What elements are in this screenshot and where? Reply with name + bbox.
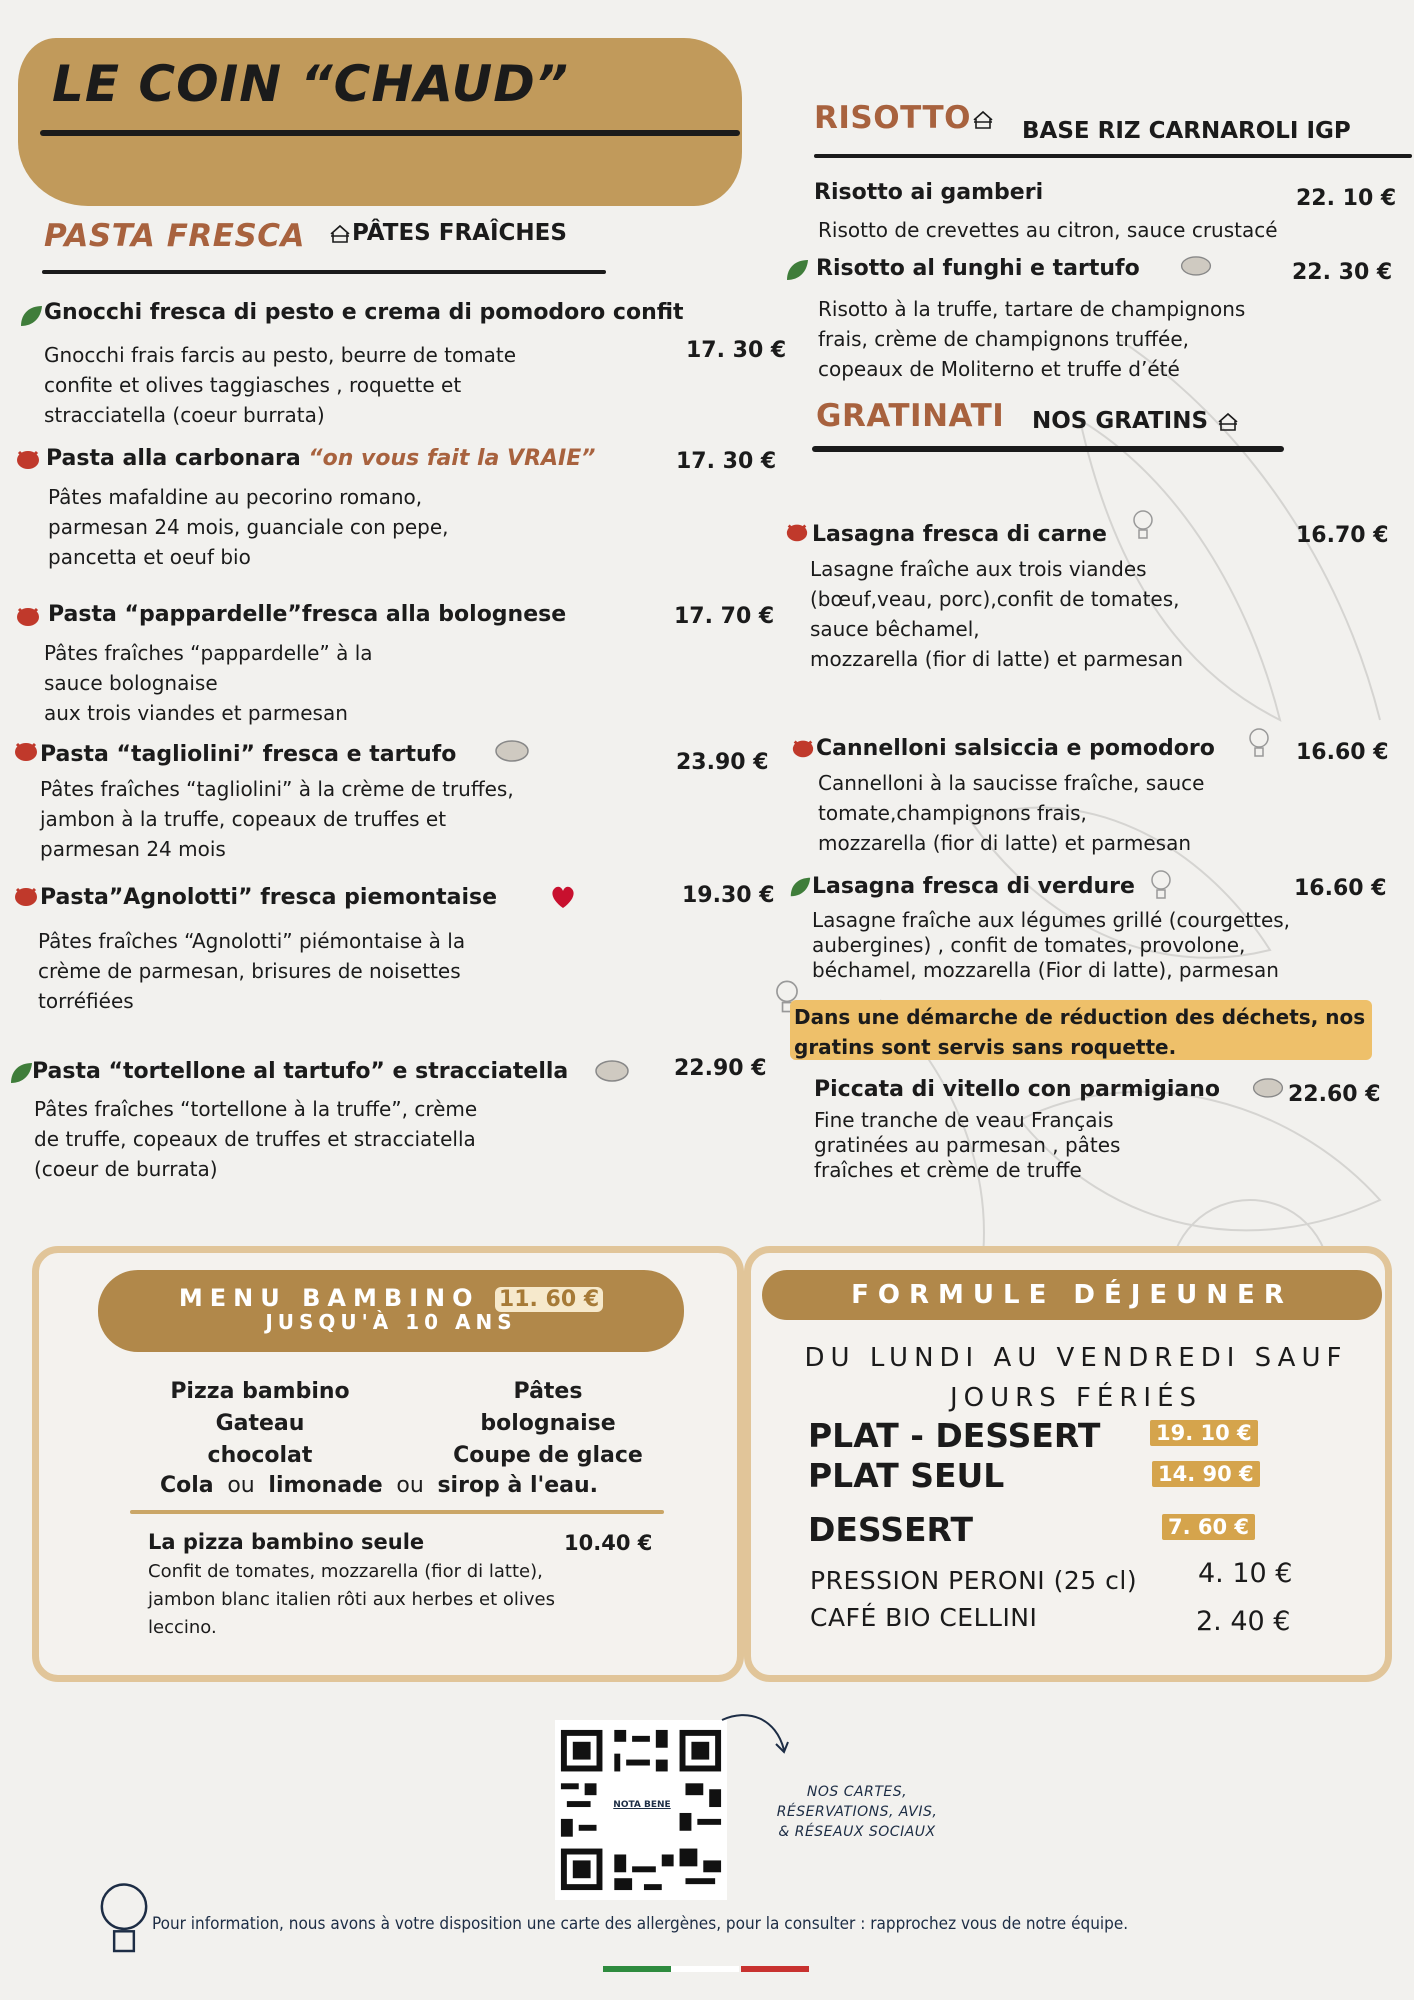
pasta-item-1-desc xyxy=(44,340,516,430)
pasta-section-subtitle xyxy=(328,220,567,246)
desc-line: tomate,champignons frais, xyxy=(818,801,1087,825)
pasta-item-2-price: 17. 30 € xyxy=(676,449,777,474)
piccata-desc xyxy=(814,1108,1120,1183)
pasta-item-5-name: Pasta”Agnolotti” fresca piemontaise xyxy=(40,885,498,910)
desc-line: aux trois viandes et parmesan xyxy=(44,701,348,725)
offer-plat-seul-price: 14. 90 € xyxy=(1152,1461,1260,1487)
desc-line: fraîches et crème de truffe xyxy=(814,1158,1082,1182)
offer-plat-seul: PLAT SEUL xyxy=(808,1456,1005,1495)
pasta-item-4-desc xyxy=(40,774,514,864)
gratinati-section-subtitle xyxy=(1032,408,1240,434)
desc-line: Lasagne fraîche aux trois viandes xyxy=(810,557,1147,581)
qr-code[interactable] xyxy=(555,1720,727,1900)
risotto-item-2-desc xyxy=(818,294,1245,384)
drink-sirop: sirop à l'eau. xyxy=(437,1473,599,1498)
drink-or: ou xyxy=(227,1473,255,1498)
pasta-item-2-name xyxy=(46,446,595,471)
vegetarian-leaf-icon xyxy=(18,303,44,329)
desc-line: aubergines) , confit de tomates, provolone, xyxy=(812,933,1246,957)
gratinati-subtitle-text: NOS GRATINS xyxy=(1032,408,1209,434)
desc-line: Gnocchi frais farcis au pesto, beurre de tomate xyxy=(44,343,517,367)
bambino-option: Coupe de glace xyxy=(453,1443,643,1468)
desc-line: jambon blanc italien rôti aux herbes et olives xyxy=(148,1589,555,1610)
risotto-underline xyxy=(814,154,1412,158)
gratinati-item-1-name: Lasagna fresca di carne xyxy=(812,522,1107,547)
pasta-item-3-desc xyxy=(44,638,373,728)
drink-or: ou xyxy=(396,1473,424,1498)
bambino-divider xyxy=(130,1510,664,1514)
formule-availability xyxy=(760,1338,1392,1418)
pasta-item-2-desc xyxy=(48,482,449,572)
risotto-section-title xyxy=(814,100,995,136)
caption-line: & RÉSEAUX SOCIAUX xyxy=(778,1824,936,1840)
pasta-item-6-name: Pasta “tortellone al tartufo” e stracciatella xyxy=(32,1059,569,1084)
pasta-item-5-price: 19.30 € xyxy=(682,883,775,908)
bambino-title: MENU BAMBINO xyxy=(178,1284,480,1312)
desc-line: gratinées au parmesan , pâtes xyxy=(814,1133,1121,1157)
desc-line: Pâtes fraîches “pappardelle” à la xyxy=(44,641,373,665)
pig-icon xyxy=(12,738,40,764)
pizza-bambino-name: La pizza bambino seule xyxy=(148,1530,425,1554)
bambino-column-right xyxy=(430,1376,666,1472)
lightbulb-icon xyxy=(1148,868,1174,902)
risotto-item-1-name: Risotto ai gamberi xyxy=(814,180,1044,205)
italian-flag-green xyxy=(603,1966,671,1972)
desc-line: sauce bolognaise xyxy=(44,671,218,695)
heart-icon xyxy=(548,882,578,910)
truffle-icon xyxy=(1250,1074,1286,1100)
gratinati-item-3-price: 16.60 € xyxy=(1294,876,1387,901)
pizza-bambino-desc xyxy=(148,1558,555,1642)
offer-plat-dessert-price: 19. 10 € xyxy=(1150,1420,1258,1446)
truffle-icon xyxy=(592,1056,632,1084)
bambino-title-row xyxy=(98,1284,684,1312)
desc-line: de truffe, copeaux de truffes et stracciatella xyxy=(34,1127,476,1151)
header-underline xyxy=(40,130,740,136)
italian-flag-white xyxy=(671,1966,739,1972)
desc-line: leccino. xyxy=(148,1617,217,1638)
pig-icon xyxy=(790,736,816,760)
desc-line: Confit de tomates, mozzarella (fior di latte), xyxy=(148,1561,543,1582)
caption-line: RÉSERVATIONS, AVIS, xyxy=(776,1804,938,1820)
pasta-item-1-name: Gnocchi fresca di pesto e crema di pomodoro confit xyxy=(44,300,684,325)
page-title: LE COIN “CHAUD” xyxy=(52,55,569,113)
bambino-column-left xyxy=(150,1376,370,1472)
pizza-bambino-price: 10.40 € xyxy=(564,1531,653,1555)
pasta-underline xyxy=(42,270,606,274)
desc-line: pancetta et oeuf bio xyxy=(48,545,251,569)
desc-line: mozzarella (fior di latte) et parmesan xyxy=(818,831,1192,855)
bambino-option: chocolat xyxy=(207,1443,313,1468)
desc-line: Lasagne fraîche aux légumes grillé (courgettes, xyxy=(812,908,1291,932)
piccata-price: 22.60 € xyxy=(1288,1082,1381,1107)
desc-line: jambon à la truffe, copeaux de truffes et xyxy=(40,807,447,831)
desc-line: confite et olives taggiasches , roquette et xyxy=(44,373,462,397)
pasta-item-5-desc xyxy=(38,926,465,1016)
allergen-info: Pour information, nous avons à votre disposition une carte des allergènes, pour la consulter : rapprochez vous de notre équipe. xyxy=(152,1914,1129,1934)
risotto-section-subtitle: BASE RIZ CARNAROLI IGP xyxy=(1022,118,1351,144)
lightbulb-icon xyxy=(1130,508,1156,542)
gratinati-underline xyxy=(812,446,1284,452)
gratin-waste-note xyxy=(790,1000,1372,1060)
curved-arrow-icon xyxy=(718,1710,790,1770)
risotto-item-2-name: Risotto al funghi e tartufo xyxy=(816,256,1140,281)
bambino-subtitle: JUSQU'À 10 ANS xyxy=(265,1310,517,1334)
menu-bambino-header xyxy=(98,1270,684,1352)
lightbulb-icon xyxy=(92,1874,156,1964)
gratinati-item-2-price: 16.60 € xyxy=(1296,740,1389,765)
bambino-option: bolognaise xyxy=(480,1411,616,1436)
risotto-item-2-price: 22. 30 € xyxy=(1292,260,1393,285)
risotto-item-1-price: 22. 10 € xyxy=(1296,186,1397,211)
desc-line: Pâtes fraîches “tortellone à la truffe”, crème xyxy=(34,1097,478,1121)
drink-cafe-price: 2. 40 € xyxy=(1196,1606,1291,1637)
desc-line: (bœuf,veau, porc),confit de tomates, xyxy=(810,587,1180,611)
offer-plat-dessert: PLAT - DESSERT xyxy=(808,1416,1101,1455)
desc-line: Pâtes fraîches “tagliolini” à la crème de truffes, xyxy=(40,777,514,801)
desc-line: (coeur de burrata) xyxy=(34,1157,218,1181)
item-quote: “on vous fait la VRAIE” xyxy=(308,446,596,471)
drink-peroni: PRESSION PERONI (25 cl) xyxy=(810,1566,1138,1595)
pig-icon xyxy=(14,603,42,629)
italian-flag-red xyxy=(741,1966,809,1972)
qr-logo-label: NOTA BENE xyxy=(613,1800,671,1810)
risotto-title-text: RISOTTO xyxy=(814,100,971,136)
desc-line: béchamel, mozzarella (Fior di latte), parmesan xyxy=(812,958,1279,982)
drink-cola: Cola xyxy=(160,1473,214,1498)
gratinati-item-3-desc xyxy=(812,908,1290,983)
bambino-option: Pâtes xyxy=(513,1379,583,1404)
bambino-option: Pizza bambino xyxy=(170,1379,350,1404)
desc-line: Pâtes mafaldine au pecorino romano, xyxy=(48,485,423,509)
desc-line: parmesan 24 mois xyxy=(40,837,226,861)
bambino-price: 11. 60 € xyxy=(495,1287,603,1312)
drink-cafe: CAFÉ BIO CELLINI xyxy=(810,1603,1038,1632)
formule-header: FORMULE DÉJEUNER xyxy=(762,1270,1382,1320)
note-line: Dans une démarche de réduction des déchets, nos xyxy=(794,1005,1366,1029)
availability-line: DU LUNDI AU VENDREDI SAUF xyxy=(804,1343,1348,1373)
bambino-option: Gateau xyxy=(215,1411,305,1436)
desc-line: crème de parmesan, brisures de noisettes xyxy=(38,959,461,983)
desc-line: sauce bêchamel, xyxy=(810,617,980,641)
home-icon xyxy=(328,222,352,246)
offer-dessert-price: 7. 60 € xyxy=(1162,1514,1255,1540)
pasta-item-3-name: Pasta “pappardelle”fresca alla bolognese xyxy=(48,602,567,627)
desc-line: Risotto de crevettes au citron, sauce crustacé xyxy=(818,218,1278,242)
drink-peroni-price: 4. 10 € xyxy=(1198,1558,1293,1589)
desc-line: mozzarella (fior di latte) et parmesan xyxy=(810,647,1184,671)
vegetarian-leaf-icon xyxy=(8,1060,34,1086)
gratinati-section-title: GRATINATI xyxy=(816,398,1005,434)
truffle-icon xyxy=(1178,252,1214,278)
home-icon xyxy=(971,108,995,132)
home-icon xyxy=(1216,410,1240,434)
piccata-name: Piccata di vitello con parmigiano xyxy=(814,1077,1221,1102)
desc-line: stracciatella (coeur burrata) xyxy=(44,403,325,427)
offer-dessert: DESSERT xyxy=(808,1510,973,1549)
pasta-item-6-desc xyxy=(34,1094,477,1184)
truffle-icon xyxy=(492,736,532,764)
caption-line: NOS CARTES, xyxy=(806,1784,908,1800)
gratinati-item-1-desc xyxy=(810,554,1183,674)
qr-caption xyxy=(752,1782,962,1842)
lightbulb-icon xyxy=(1246,726,1272,760)
desc-line: copeaux de Moliterno et truffe d’été xyxy=(818,357,1180,381)
item-name-text: Pasta alla carbonara xyxy=(46,446,301,471)
desc-line: Cannelloni à la saucisse fraîche, sauce xyxy=(818,771,1205,795)
desc-line: Pâtes fraîches “Agnolotti” piémontaise à la xyxy=(38,929,466,953)
pasta-item-4-name: Pasta “tagliolini” fresca e tartufo xyxy=(40,742,457,767)
risotto-item-1-desc xyxy=(818,215,1278,245)
note-line: gratins sont servis sans roquette. xyxy=(794,1035,1177,1059)
desc-line: Risotto à la truffe, tartare de champignons xyxy=(818,297,1246,321)
gratinati-item-2-desc xyxy=(818,768,1204,858)
gratinati-item-3-name: Lasagna fresca di verdure xyxy=(812,874,1135,899)
drink-limonade: limonade xyxy=(268,1473,383,1498)
desc-line: Fine tranche de veau Français xyxy=(814,1108,1114,1132)
desc-line: frais, crème de champignons truffée, xyxy=(818,327,1190,351)
desc-line: torréfiées xyxy=(38,989,134,1013)
pasta-item-4-price: 23.90 € xyxy=(676,750,769,775)
vegetarian-leaf-icon xyxy=(788,875,812,899)
gratinati-item-2-name: Cannelloni salsiccia e pomodoro xyxy=(816,736,1215,761)
pig-icon xyxy=(12,883,40,909)
pig-icon xyxy=(14,446,42,472)
gratinati-item-1-price: 16.70 € xyxy=(1296,523,1389,548)
pasta-item-6-price: 22.90 € xyxy=(674,1056,767,1081)
pig-icon xyxy=(784,520,810,544)
pasta-item-1-price: 17. 30 € xyxy=(686,338,787,363)
pasta-section-title: PASTA FRESCA xyxy=(44,218,306,254)
pasta-item-3-price: 17. 70 € xyxy=(674,604,775,629)
vegetarian-leaf-icon xyxy=(784,257,810,283)
availability-line: JOURS FÉRIÉS xyxy=(949,1383,1203,1413)
pasta-subtitle-text: PÂTES FRAÎCHES xyxy=(352,220,567,246)
bambino-drinks xyxy=(160,1470,660,1502)
desc-line: parmesan 24 mois, guanciale con pepe, xyxy=(48,515,449,539)
